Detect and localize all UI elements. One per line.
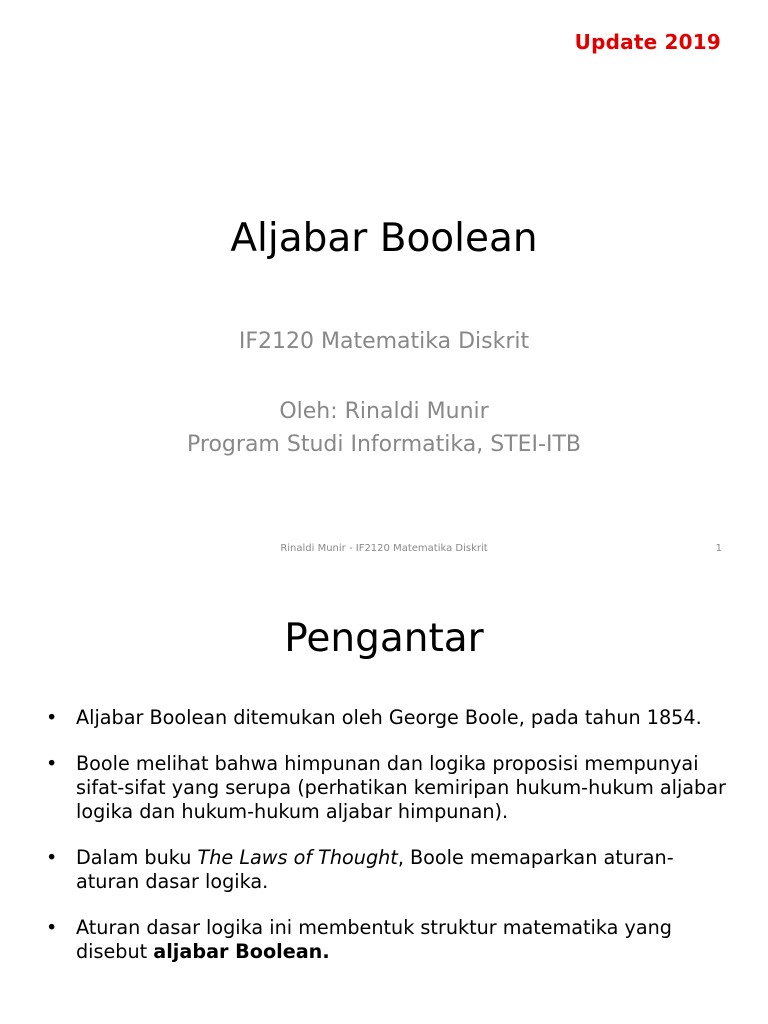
- bullet-text-pre: Aturan dasar logika ini membentuk struktur matematika yang disebut: [76, 916, 672, 963]
- book-title: The Laws of Thought: [197, 846, 398, 869]
- bullet-item: [46, 752, 736, 824]
- bold-term: aljabar Boolean.: [153, 940, 330, 963]
- bullet-text: Aljabar Boolean ditemukan oleh George Boole, pada tahun 1854.: [76, 706, 702, 729]
- bullet-item: [46, 706, 736, 730]
- intro-slide: [0, 576, 768, 1024]
- bullet-icon: •: [46, 706, 58, 729]
- bullet-icon: •: [46, 846, 58, 869]
- slide-title: Pengantar: [284, 616, 484, 661]
- bullet-item: [46, 846, 736, 894]
- author-block: [0, 395, 768, 461]
- course-name: IF2120 Matematika Diskrit: [238, 329, 530, 354]
- bullet-icon: •: [46, 752, 58, 775]
- bullet-list: [46, 706, 736, 986]
- update-label: Update 2019: [574, 30, 721, 54]
- program-name: Program Studi Informatika, STEI-ITB: [187, 432, 581, 457]
- slide-title: Aljabar Boolean: [230, 216, 538, 261]
- bullet-text-post: , Boole memaparkan aturan-aturan dasar logika.: [76, 846, 674, 893]
- bullet-text-pre: Dalam buku: [76, 846, 198, 869]
- bullet-item: [46, 916, 736, 964]
- author-name: Oleh: Rinaldi Munir: [279, 399, 489, 424]
- page-number: 1: [715, 543, 722, 554]
- slide-footer: Rinaldi Munir - IF2120 Matematika Diskrit: [280, 543, 488, 554]
- bullet-icon: •: [46, 916, 58, 939]
- bullet-text: Boole melihat bahwa himpunan dan logika proposisi mempunyai sifat-sifat yang serupa (perhatikan kemiripan hukum-hukum aljabar logika dan hukum-hukum aljabar himpunan).: [76, 752, 726, 823]
